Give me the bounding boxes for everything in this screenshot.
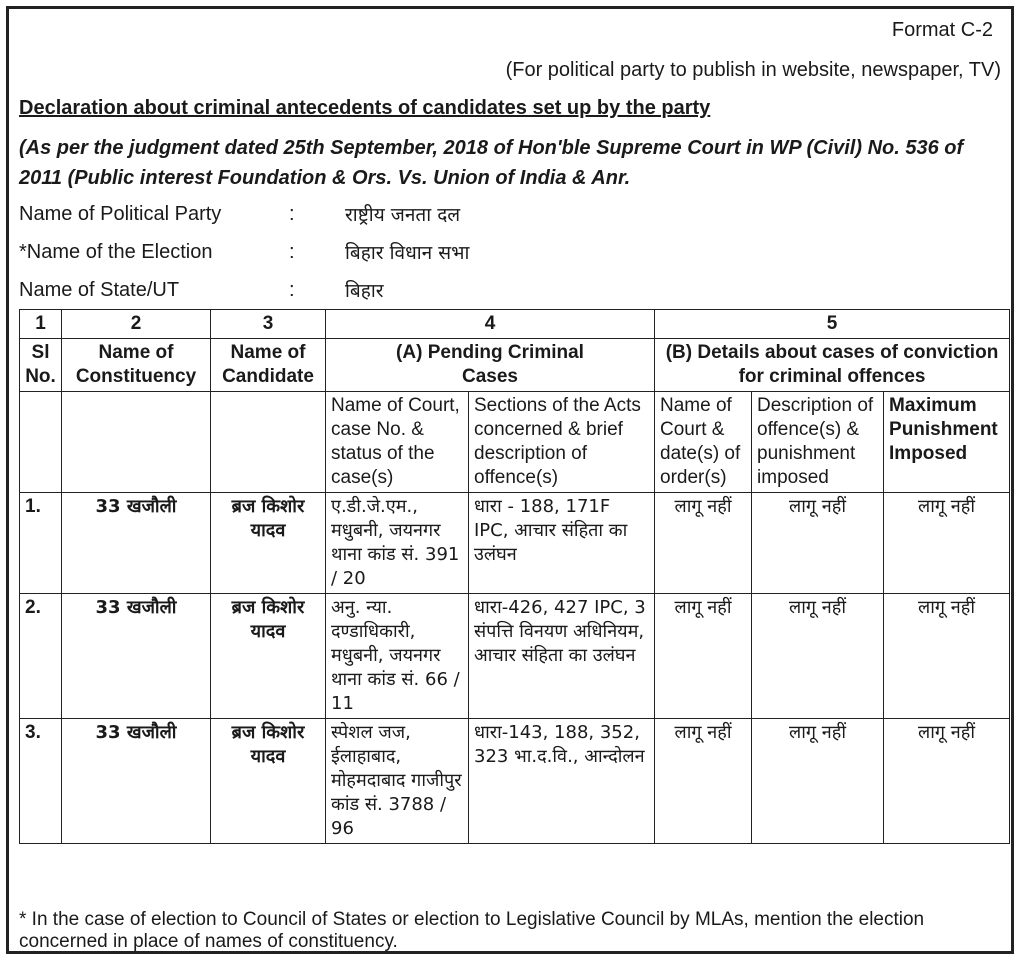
- subheader-court-dates: Name of Court & date(s) of order(s): [655, 392, 752, 493]
- meta-label: Name of State/UT: [19, 278, 180, 301]
- cell-candidate: ब्रज किशोर यादव: [211, 493, 326, 594]
- cell-sl: 1.: [20, 493, 62, 594]
- col-number: 3: [211, 310, 326, 339]
- cell-max-punishment: लागू नहीं: [884, 594, 1010, 719]
- column-number-row: [20, 310, 1010, 339]
- table-row: [20, 594, 1010, 719]
- meta-colon: :: [289, 240, 295, 263]
- empty-cell: [62, 392, 211, 493]
- declaration-form: [6, 6, 1014, 954]
- cell-court-case: स्पेशल जज, ईलाहाबाद, मोहमदाबाद गाजीपुर कांड सं. 3788 / 96: [326, 719, 469, 844]
- cell-sl: 2.: [20, 594, 62, 719]
- meta-row-election: [19, 239, 469, 265]
- subheader-max-punishment: Maximum Punishment Imposed: [884, 392, 1010, 493]
- cell-court-dates: लागू नहीं: [655, 493, 752, 594]
- empty-cell: [20, 392, 62, 493]
- cell-court-case: अनु. न्या. दण्डाधिकारी, मधुबनी, जयनगर थाना कांड सं. 66 / 11: [326, 594, 469, 719]
- cell-description: लागू नहीं: [752, 493, 884, 594]
- cell-court-dates: लागू नहीं: [655, 719, 752, 844]
- col-number: 5: [655, 310, 1010, 339]
- header-sl-no: Sl No.: [20, 339, 62, 392]
- cell-constituency: 33 खजौली: [62, 493, 211, 594]
- subheader-sections: Sections of the Acts concerned & brief description of offence(s): [469, 392, 655, 493]
- col-number: 1: [20, 310, 62, 339]
- cell-candidate: ब्रज किशोर यादव: [211, 594, 326, 719]
- empty-cell: [211, 392, 326, 493]
- criminal-antecedents-table: [19, 309, 1010, 844]
- meta-row-party: [19, 201, 460, 227]
- cell-constituency: 33 खजौली: [62, 594, 211, 719]
- meta-colon: :: [289, 202, 295, 225]
- cell-sections: धारा - 188, 171F IPC, आचार संहिता का उलंघन: [469, 493, 655, 594]
- meta-colon: :: [289, 278, 295, 301]
- cell-sections: धारा-426, 427 IPC, 3 संपत्ति विनयण अधिनियम, आचार संहिता का उलंघन: [469, 594, 655, 719]
- header-candidate: Name of Candidate: [211, 339, 326, 392]
- meta-value: राष्ट्रीय जनता दल: [345, 204, 461, 226]
- cell-court-dates: लागू नहीं: [655, 594, 752, 719]
- header-conviction: (B) Details about cases of conviction for criminal offences: [655, 339, 1010, 392]
- table-row: [20, 493, 1010, 594]
- subheader-court-case: Name of Court, case No. & status of the case(s): [326, 392, 469, 493]
- cell-court-case: ए.डी.जे.एम., मधुबनी, जयनगर थाना कांड सं. 391 / 20: [326, 493, 469, 594]
- cell-sl: 3.: [20, 719, 62, 844]
- header-row: [20, 339, 1010, 392]
- col-number: 2: [62, 310, 211, 339]
- form-title: Declaration about criminal antecedents of candidates set up by the party: [19, 97, 711, 119]
- meta-row-state: [19, 277, 384, 303]
- subheader-row: [20, 392, 1010, 493]
- purpose-note: (For political party to publish in website, newspaper, TV): [505, 59, 1001, 81]
- header-constituency: Name of Constituency: [62, 339, 211, 392]
- cell-constituency: 33 खजौली: [62, 719, 211, 844]
- meta-value: बिहार: [345, 280, 384, 302]
- judgment-reference: (As per the judgment dated 25th September, 2018 of Hon'ble Supreme Court in WP (Civil) No. 536 of 2011 (Public interest Foundation & Ors. Vs. Union of India & Anr.: [19, 137, 964, 189]
- col-number: 4: [326, 310, 655, 339]
- footnote: * In the case of election to Council of States or election to Legislative Council by MLAs, mention the election concerned in place of names of constituency.: [19, 909, 925, 952]
- subheader-description: Description of offence(s) & punishment imposed: [752, 392, 884, 493]
- format-label: Format C-2: [891, 19, 993, 41]
- table-row: [20, 719, 1010, 844]
- cell-candidate: ब्रज किशोर यादव: [211, 719, 326, 844]
- cell-description: लागू नहीं: [752, 719, 884, 844]
- meta-label: *Name of the Election: [19, 240, 213, 263]
- meta-value: बिहार विधान सभा: [345, 242, 470, 264]
- header-pending-cases: (A) Pending Criminal Cases: [326, 339, 655, 392]
- cell-description: लागू नहीं: [752, 594, 884, 719]
- cell-max-punishment: लागू नहीं: [884, 719, 1010, 844]
- meta-label: Name of Political Party: [19, 202, 222, 225]
- cell-sections: धारा-143, 188, 352, 323 भा.द.वि., आन्दोलन: [469, 719, 655, 844]
- cell-max-punishment: लागू नहीं: [884, 493, 1010, 594]
